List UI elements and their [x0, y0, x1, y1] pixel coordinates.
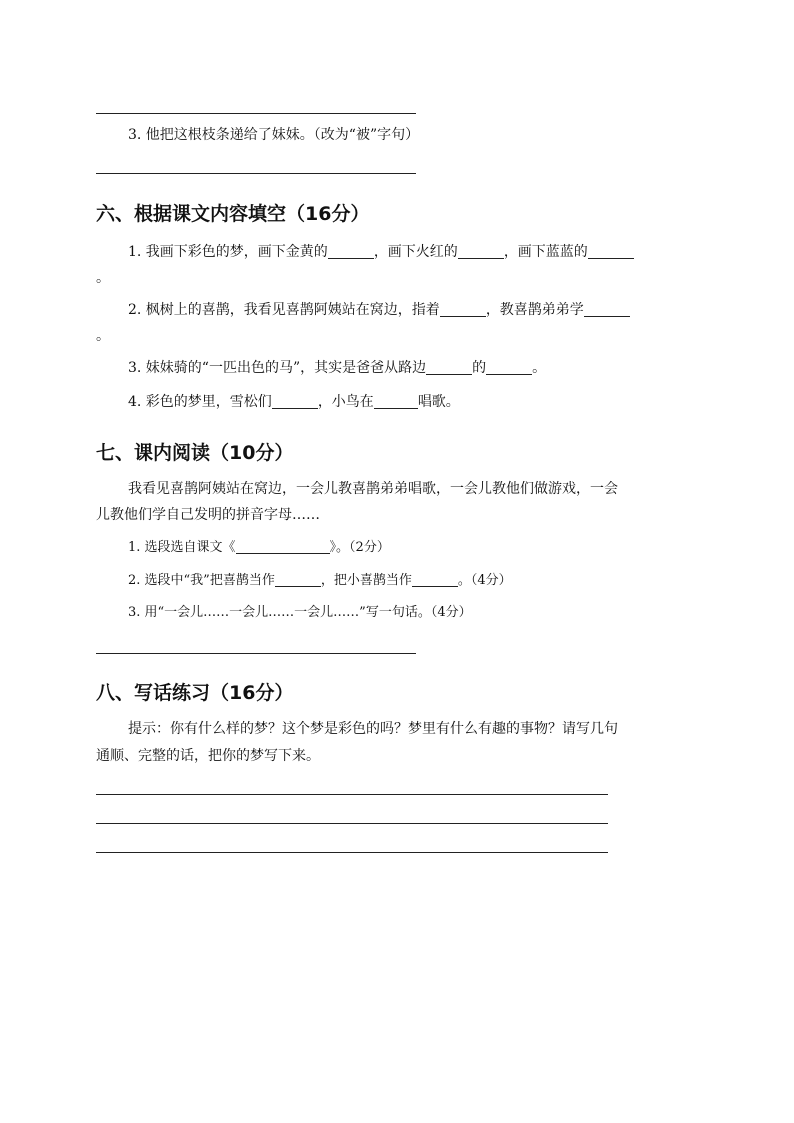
text: ，小鸟在 — [317, 394, 374, 410]
text: 1. 我画下彩色的梦，画下金黄的 — [128, 244, 328, 260]
section-8-heading: 八、写话练习（16分） — [96, 682, 294, 704]
text: 。（4分） — [457, 573, 512, 588]
question-6-1 — [128, 242, 634, 262]
question-7-2 — [128, 571, 512, 591]
fill-blank[interactable] — [584, 301, 630, 317]
text: ，画下蓝蓝的 — [503, 244, 588, 260]
fill-blank[interactable] — [275, 571, 321, 587]
answer-line[interactable] — [96, 653, 416, 654]
text: ，把小喜鹊当作 — [320, 573, 412, 588]
writing-line[interactable] — [96, 852, 608, 853]
fill-blank[interactable] — [328, 243, 374, 259]
writing-line[interactable] — [96, 823, 608, 824]
text: 4. 彩色的梦里，雪松们 — [128, 394, 272, 410]
text: 》。（2分） — [329, 540, 390, 555]
passage-line-1: 我看见喜鹊阿姨站在窝边，一会儿教喜鹊弟弟唱歌，一会儿教他们做游戏，一会 — [128, 481, 618, 497]
passage-line-2: 儿教他们学自己发明的拼音字母…… — [96, 507, 320, 523]
text: ，教喜鹊弟弟学 — [485, 302, 584, 318]
fill-blank[interactable] — [412, 571, 458, 587]
text: 唱歌。 — [417, 394, 460, 410]
question-6-3 — [128, 358, 546, 378]
question-7-1 — [128, 538, 390, 558]
section-7-heading: 七、课内阅读（10分） — [96, 442, 294, 464]
text: ，画下火红的 — [373, 244, 458, 260]
prompt-line-2: 通顺、完整的话，把你的梦写下来。 — [96, 748, 320, 764]
question-6-4 — [128, 392, 460, 412]
section-6-heading: 六、根据课文内容填空（16分） — [96, 203, 370, 225]
fill-blank[interactable] — [426, 359, 472, 375]
text: 。 — [532, 360, 547, 376]
answer-line[interactable] — [96, 173, 416, 174]
prompt-line-1: 提示：你有什么样的梦？这个梦是彩色的吗？梦里有什么有趣的事物？请写几句 — [128, 721, 618, 737]
question-6-1-end: 。 — [96, 270, 110, 286]
question-6-2-end: 。 — [96, 328, 110, 344]
fill-blank[interactable] — [440, 301, 486, 317]
answer-line[interactable] — [96, 113, 416, 114]
fill-blank[interactable] — [374, 393, 418, 409]
fill-blank[interactable] — [236, 538, 330, 554]
fill-blank[interactable] — [486, 359, 532, 375]
fill-blank[interactable] — [458, 243, 504, 259]
fill-blank[interactable] — [588, 243, 634, 259]
text: 2. 枫树上的喜鹊，我看见喜鹊阿姨站在窝边，指着 — [128, 302, 440, 318]
text: 3. 妹妹骑的“一匹出色的马”，其实是爸爸从路边 — [128, 360, 427, 376]
fill-blank[interactable] — [272, 393, 318, 409]
text: 2. 选段中“我”把喜鹊当作 — [128, 573, 275, 588]
text: 的 — [472, 360, 487, 376]
question-6-2 — [128, 300, 630, 320]
question-7-3: 3. 用“一会儿……一会儿……一会儿……”写一句话。（4分） — [128, 605, 472, 620]
writing-line[interactable] — [96, 794, 608, 795]
question-5-3: 3. 他把这根枝条递给了妹妹。（改为“被”字句） — [128, 127, 420, 143]
text: 1. 选段选自课文《 — [128, 540, 236, 555]
